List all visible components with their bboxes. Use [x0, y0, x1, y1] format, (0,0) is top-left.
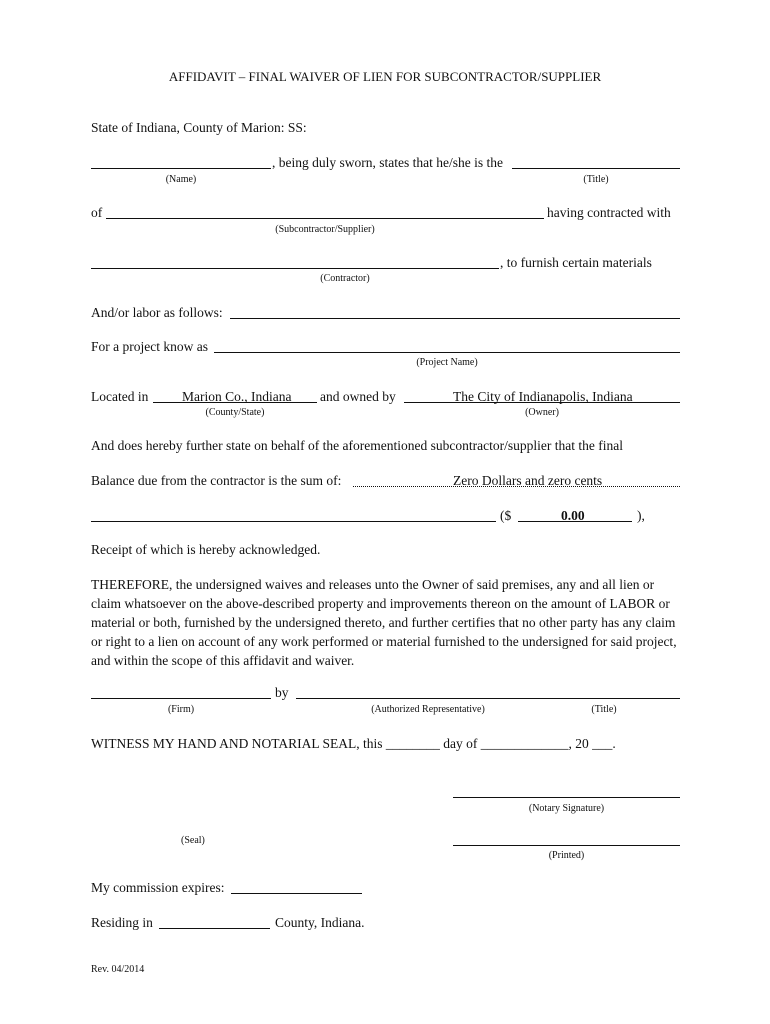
- subcontractor-label: (Subcontractor/Supplier): [275, 224, 375, 235]
- amount-words-field[interactable]: [91, 521, 496, 522]
- notary-signature-label: (Notary Signature): [528, 803, 605, 814]
- title-field[interactable]: [512, 168, 680, 169]
- county-value: Marion Co., Indiana: [182, 389, 292, 404]
- contractor-field[interactable]: [91, 268, 499, 269]
- form-title: AFFIDAVIT – FINAL WAIVER OF LIEN FOR SUBCONTRACTOR/SUPPLIER: [168, 69, 602, 84]
- amount-value: 0.00: [561, 508, 585, 523]
- venue-line: State of Indiana, County of Marion: SS:: [91, 120, 307, 135]
- residing-field[interactable]: [159, 928, 270, 929]
- further-statement: And does hereby further state on behalf of the aforementioned subcontractor/supplier that the final: [91, 438, 623, 453]
- commission-text: My commission expires:: [91, 880, 225, 895]
- project-field[interactable]: [214, 352, 680, 353]
- firm-field[interactable]: [91, 698, 271, 699]
- of-label: of: [91, 205, 103, 220]
- paren-close: ),: [637, 508, 645, 523]
- paren-open: ($: [500, 508, 512, 523]
- by-text: by: [275, 685, 289, 700]
- therefore-paragraph: THEREFORE, the undersigned waives and releases unto the Owner of said premises, any and all lien or claim whatsoever on the above-described property and improvements thereon on the amount of LABOR or material or both, furnished by the undersigned thereto, and further certifies that no other party has any claim or right to a lien on account of any work performed or material furnished to the undersigned for said project, and within the scope of this affidavit and waiver.: [91, 577, 677, 668]
- owner-value: The City of Indianapolis, Indiana: [453, 389, 633, 404]
- owned-text: and owned by: [320, 389, 396, 404]
- firm-label: (Firm): [167, 704, 195, 715]
- residing-suffix: County, Indiana.: [275, 915, 365, 930]
- county-label: (County/State): [205, 407, 265, 418]
- labor-text: And/or labor as follows:: [91, 305, 223, 320]
- rep-title-label: (Title): [591, 704, 617, 715]
- balance-value: Zero Dollars and zero cents: [453, 473, 603, 488]
- representative-label: (Authorized Representative): [371, 704, 485, 715]
- balance-text: Balance due from the contractor is the sum of:: [91, 473, 342, 488]
- printed-name-field[interactable]: [453, 845, 680, 846]
- residing-text: Residing in: [91, 915, 153, 930]
- project-text: For a project know as: [91, 339, 208, 354]
- subcontractor-field[interactable]: [106, 218, 544, 219]
- receipt-text: Receipt of which is hereby acknowledged.: [91, 542, 321, 557]
- name-field[interactable]: [91, 168, 271, 169]
- seal-label: (Seal): [181, 835, 205, 846]
- printed-label: (Printed): [548, 850, 585, 861]
- project-label: (Project Name): [416, 357, 478, 368]
- witness-line: WITNESS MY HAND AND NOTARIAL SEAL, this ________ day of _____________, 20 ___.: [91, 736, 616, 751]
- name-label: (Name): [165, 174, 197, 185]
- located-text: Located in: [91, 389, 149, 404]
- owner-label: (Owner): [525, 407, 559, 418]
- contractor-label: (Contractor): [320, 273, 370, 284]
- revision-label: Rev. 04/2014: [91, 964, 145, 975]
- representative-field[interactable]: [296, 698, 680, 699]
- commission-field[interactable]: [231, 893, 362, 894]
- title-label: (Title): [583, 174, 609, 185]
- notary-signature-field[interactable]: [453, 797, 680, 798]
- furnish-text: , to furnish certain materials: [500, 255, 652, 270]
- labor-field[interactable]: [230, 318, 680, 319]
- contracted-text: having contracted with: [547, 205, 671, 220]
- sworn-statement: , being duly sworn, states that he/she is the: [272, 155, 503, 170]
